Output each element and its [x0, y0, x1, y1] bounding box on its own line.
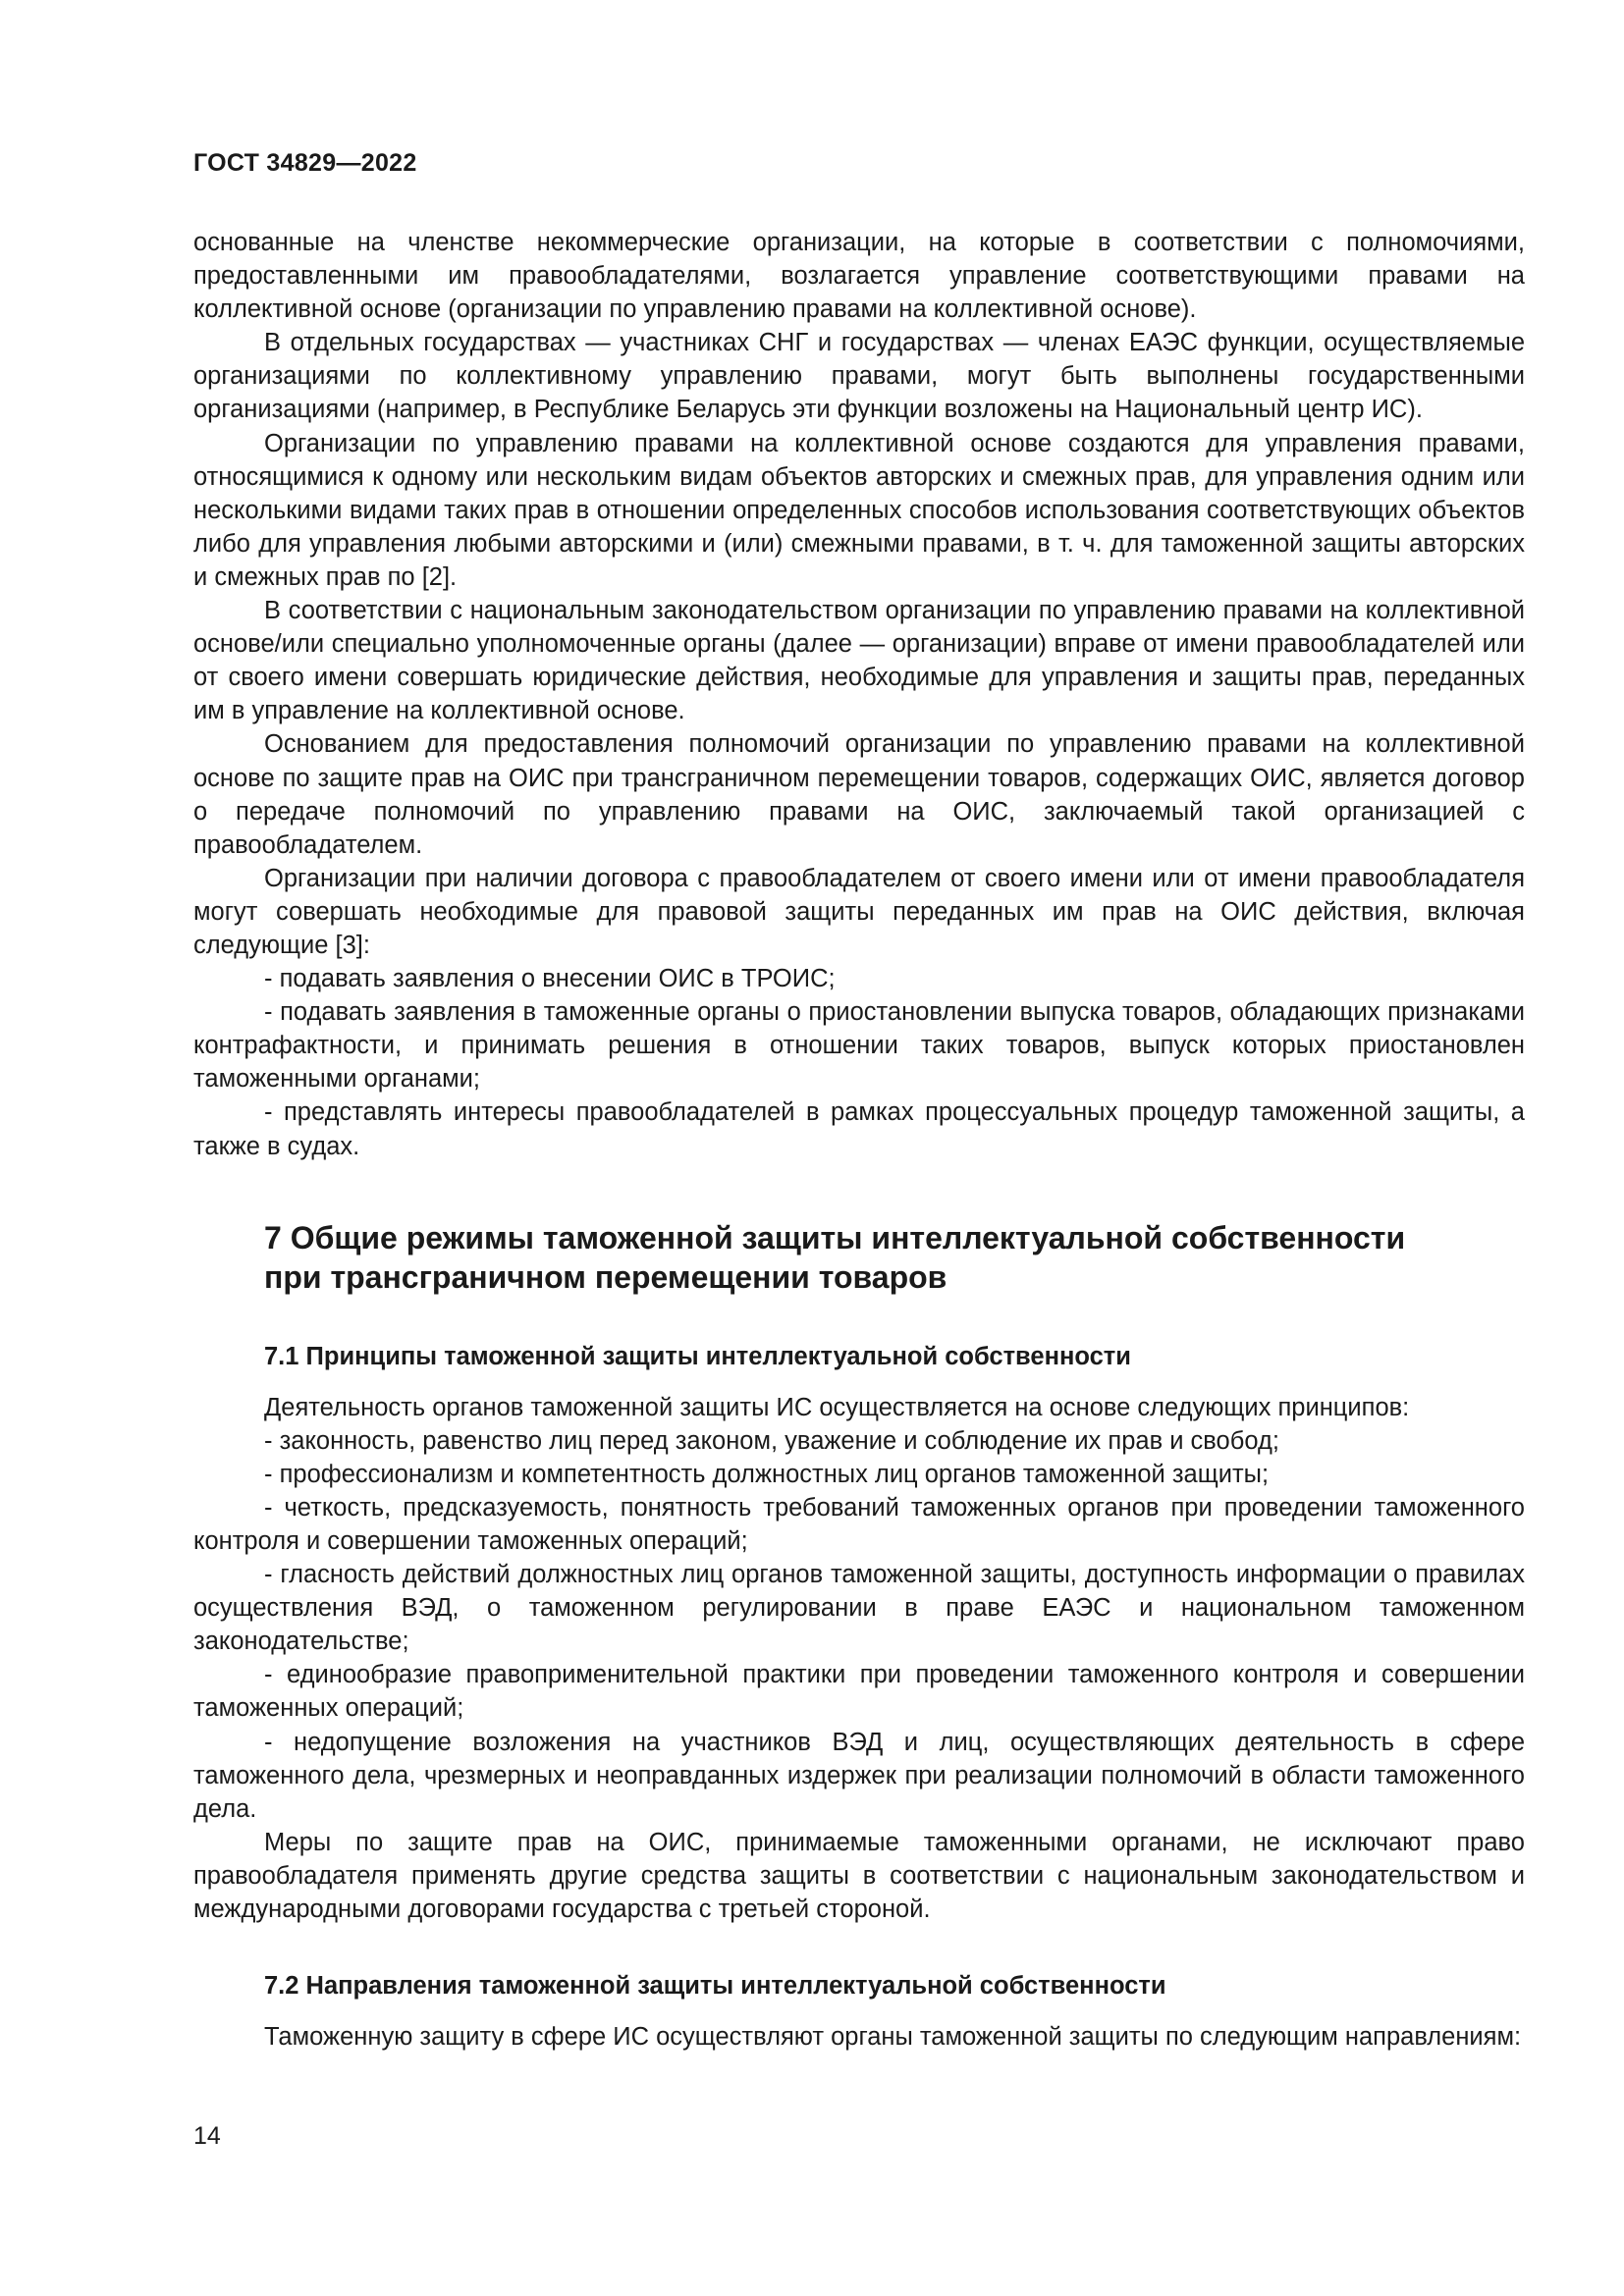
paragraph: Таможенную защиту в сфере ИС осуществляют органы таможенной защиты по следующим направлениям: — [264, 2023, 1522, 2052]
list-item: - представлять интересы правообладателей в рамках процессуальных процедур таможенной защиты, а также в судах. — [193, 1098, 1525, 1160]
list-item: - законность, равенство лиц перед законом, уважение и соблюдение их прав и свобод; — [264, 1426, 1279, 1455]
paragraph: Меры по защите прав на ОИС, принимаемые таможенными органами, не исключают право правообладателя применять другие средства защиты в соответствии с национальным законодательством и международными договорами государства с третьей стороной. — [193, 1828, 1525, 1924]
list-item: - недопущение возложения на участников ВЭД и лиц, осуществляющих деятельность в сфере таможенного дела, чрезмерных и неоправданных издержек при реализации полномочий в области таможенного дела. — [193, 1728, 1525, 1823]
section-7-heading-line-2: при трансграничном перемещении товаров — [264, 1258, 947, 1295]
paragraph: Организации при наличии договора с правообладателем от своего имени или от имени правообладателя могут совершать необходимые для правовой защиты переданных им прав на ОИС действия, включая следующие [3]: — [193, 864, 1525, 959]
paragraph: Деятельность органов таможенной защиты ИС осуществляется на основе следующих принципов: — [264, 1393, 1410, 1421]
paragraph: В отдельных государствах — участниках СНГ и государствах — членах ЕАЭС функции, осуществляемые организациями по коллективному управлению правами, могут быть выполнены государственными организациями (например, в Республике Беларусь эти функции возложены на Национальный центр ИС). — [193, 329, 1525, 424]
list-item: - гласность действий должностных лиц органов таможенной защиты, доступность информации о правилах осуществления ВЭД, о таможенном регулировании в праве ЕАЭС и национальном таможенном законодательстве; — [193, 1561, 1525, 1656]
list-item: - подавать заявления о внесении ОИС в ТРОИС; — [264, 965, 836, 993]
list-item: - четкость, предсказуемость, понятность требований таможенных органов при проведении таможенного контроля и совершении таможенных операций; — [193, 1493, 1525, 1555]
document-code: ГОСТ 34829—2022 — [193, 149, 417, 177]
list-item: - единообразие правоприменительной практики при проведении таможенного контроля и совершении таможенных операций; — [193, 1661, 1525, 1723]
list-item: - профессионализм и компетентность должностных лиц органов таможенной защиты; — [264, 1460, 1270, 1488]
list-item: - подавать заявления в таможенные органы о приостановлении выпуска товаров, обладающих признаками контрафактности, и принимать решения в отношении таких товаров, выпуск которых приостановлен таможенными органами; — [193, 998, 1525, 1094]
section-7-heading — [193, 1218, 1525, 1297]
paragraph: Организации по управлению правами на коллективной основе создаются для управления правами, относящимися к одному или нескольким видам объектов авторских и смежных прав, для управления одним или несколькими видами таких прав в отношении определенных способов использования соответствующих объектов либо для управления любыми авторскими и (или) смежными правами, в т. ч. для таможенной защиты авторских и смежных прав по [2]. — [193, 429, 1525, 591]
section-7-1-heading: 7.1 Принципы таможенной защиты интеллектуальной собственности — [264, 1342, 1131, 1370]
section-7-2-heading: 7.2 Направления таможенной защиты интеллектуальной собственности — [264, 1972, 1166, 2001]
page-content — [193, 226, 1525, 2054]
paragraph: Основанием для предоставления полномочий организации по управлению правами на коллективной основе по защите прав на ОИС при трансграничном перемещении товаров, содержащих ОИС, является договор о передаче полномочий по управлению правами на ОИС, заключаемый такой организацией с правообладателем. — [193, 730, 1525, 859]
section-7-heading-line-1: 7 Общие режимы таможенной защиты интеллектуальной собственности — [264, 1219, 1406, 1255]
paragraph: основанные на членстве некоммерческие организации, на которые в соответствии с полномочиями, предоставленными им правообладателями, возлагается управление соответствующими правами на коллективной основе (организации по управлению правами на коллективной основе). — [193, 229, 1525, 324]
page-number: 14 — [193, 2122, 221, 2150]
paragraph: В соответствии с национальным законодательством организации по управлению правами на коллективной основе/или специально уполномоченные органы (далее — организации) вправе от имени правообладателей или от своего имени совершать юридические действия, необходимые для управления и защиты прав, переданных им в управление на коллективной основе. — [193, 597, 1525, 725]
